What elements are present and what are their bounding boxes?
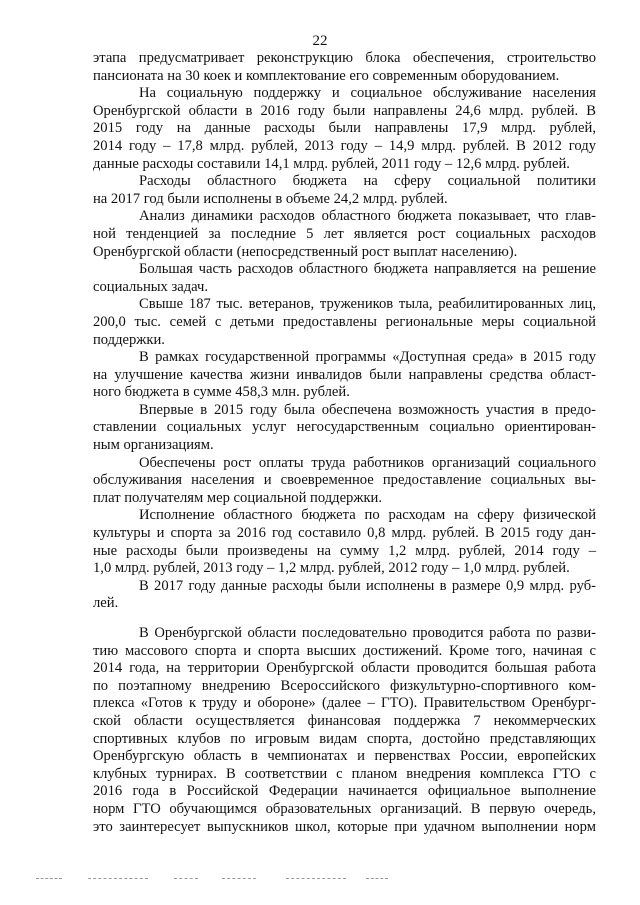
text-line: поддержки. (93, 331, 165, 348)
paragraph-3 (93, 173, 596, 208)
scan-mark (36, 878, 62, 880)
text-line: это заинтересует выпускников школ, которые при удачном выполнении норм (93, 818, 596, 835)
paragraph-9 (93, 455, 596, 508)
text-line: данные расходы составили 14,1 млрд. рублей, 2011 году – 12,6 млрд. рублей. (93, 155, 570, 172)
text-line: 2014 году – 17,8 млрд. рублей, 2013 году – 14,9 млрд. рублей. В 2012 году (93, 137, 596, 154)
text-line: 2016 года в Российской Федерации начинается официальное выполнение (93, 783, 596, 800)
text-line: В рамках государственной программы «Доступная среда» в 2015 году (139, 349, 596, 366)
text-line: 2015 году на данные расходы были направлены 17,9 млрд. рублей, (93, 120, 596, 137)
text-line: клубных турнирах. В соответствии с планом внедрения комплекса ГТО с (93, 765, 596, 782)
text-line: культуры и спорта за 2016 год составило 0,8 млрд. рублей. В 2015 году дан- (93, 525, 596, 542)
scan-mark (222, 878, 256, 880)
text-line: спортивных клубов по игровым видам спорта, достойно представляющих (93, 730, 596, 747)
text-line: ным организациям. (93, 437, 214, 454)
text-line: Оренбургской области в 2016 году были направлены 24,6 млрд. рублей. В (93, 102, 596, 119)
text-line: Большая часть расходов областного бюджета направляется на решение (139, 261, 596, 278)
text-line: На социальную поддержку и социальное обслуживание населения (139, 85, 596, 102)
text-line: 2014 года, на территории Оренбургской области проводится большая работа (93, 660, 596, 677)
text-line: обслуживания населения и своевременное предоставление социальных вы- (93, 472, 596, 489)
text-line: плат получателям мер социальной поддержки. (93, 489, 382, 506)
text-line: Впервые в 2015 году была обеспечена возможность участия в предо- (139, 401, 596, 418)
scan-mark (174, 878, 198, 880)
paragraph-11 (93, 578, 596, 613)
page-number: 22 (312, 33, 328, 49)
text-line: норм ГТО обучающимся образовательных организаций. В первую очередь, (93, 800, 596, 817)
paragraph-5 (93, 261, 596, 296)
text-line: Расходы областного бюджета на сферу социальной политики (139, 173, 596, 190)
paragraph-8 (93, 402, 596, 455)
text-line: ной тенденцией за последние 5 лет является рост социальных расходов (93, 225, 596, 242)
paragraph-10 (93, 507, 596, 577)
scan-footer-marks (36, 878, 456, 882)
paragraph-1 (93, 50, 596, 85)
document-body (93, 50, 596, 836)
text-line: Обеспечены рост оплаты труда работников организаций социального (139, 454, 596, 471)
text-line: на 2017 год были исполнены в объеме 24,2 млрд. рублей. (93, 190, 448, 207)
text-line: тию массового спорта и спорта высших достижений. Кроме того, начиная с (93, 642, 596, 659)
text-line: лей. (93, 595, 119, 612)
paragraph-4 (93, 208, 596, 261)
paragraph-2 (93, 85, 596, 173)
text-line: Анализ динамики расходов областного бюджета показывает, что глав- (139, 208, 596, 225)
text-line: по поэтапному внедрению Всероссийского физкультурно-спортивного ком- (93, 677, 596, 694)
paragraph-12 (93, 625, 596, 836)
text-line: ные расходы были произведены на сумму 1,2 млрд. рублей, 2014 году – (93, 542, 596, 559)
text-line: ного бюджета в сумме 458,3 млн. рублей. (93, 384, 350, 401)
text-line: 1,0 млрд. рублей, 2013 году – 1,2 млрд. рублей, 2012 году – 1,0 млрд. рублей. (93, 560, 570, 577)
text-line: на улучшение качества жизни инвалидов были направлены средства област- (93, 366, 596, 383)
text-line: ской области осуществляется финансовая поддержка 7 некоммерческих (93, 712, 596, 729)
text-line: Свыше 187 тыс. ветеранов, тружеников тыла, реабилитированных лиц, (139, 296, 596, 313)
paragraph-6 (93, 296, 596, 349)
text-line: В 2017 году данные расходы были исполнены в размере 0,9 млрд. руб- (139, 577, 596, 594)
scan-mark (88, 878, 148, 880)
paragraph-7 (93, 349, 596, 402)
text-line: Исполнение областного бюджета по расходам на сферу физической (139, 507, 596, 524)
text-line: 200,0 тыс. семей с детьми предоставлены региональные меры социальной (93, 313, 596, 330)
scan-mark (286, 878, 346, 880)
text-line: В Оренбургской области последовательно проводится работа по разви- (139, 625, 596, 641)
text-line: этапа предусматривает реконструкцию блока обеспечения, строительство (93, 50, 596, 66)
text-line: социальных задач. (93, 278, 209, 295)
text-line: плекса «Готов к труду и обороне» (далее – ГТО). Правительством Оренбург- (93, 695, 596, 712)
text-line: Оренбургскую область в чемпионатах и первенствах России, европейских (93, 748, 596, 765)
scan-mark (366, 878, 388, 880)
text-line: пансионата на 30 коек и комплектование его современным оборудованием. (93, 67, 560, 84)
text-line: Оренбургской области (непосредственный рост выплат населению). (93, 243, 518, 260)
text-line: ставлении социальных услуг негосударственным социально ориентирован- (93, 419, 596, 436)
